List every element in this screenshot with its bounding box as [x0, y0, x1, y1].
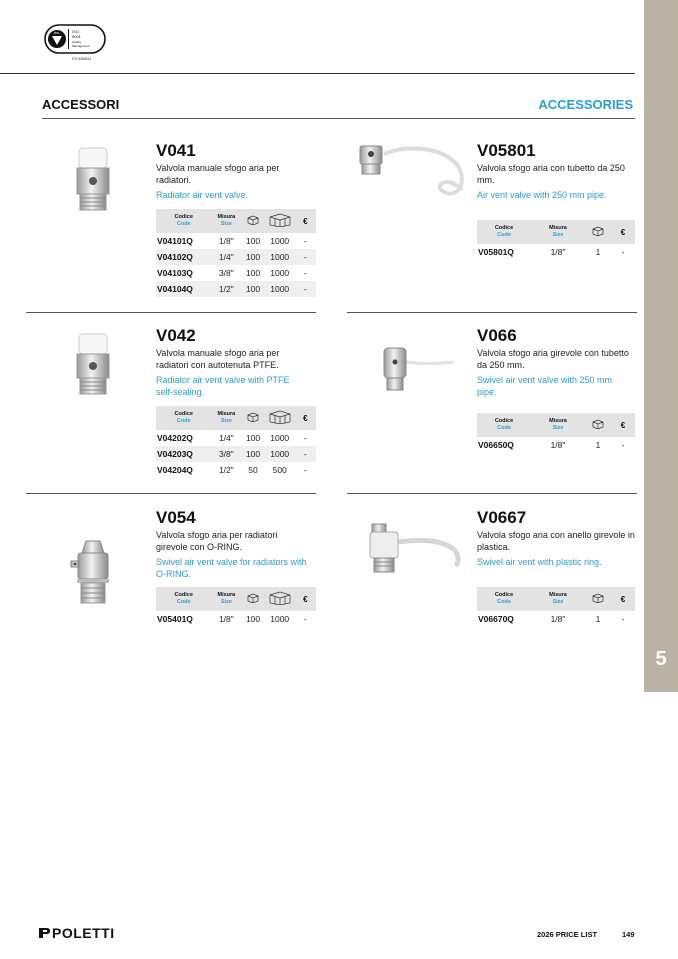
product-code: V041 [156, 141, 196, 160]
product-description-en: Air vent valve with 250 mm pipe. [477, 190, 607, 200]
product-code: V054 [156, 508, 196, 527]
table-row: V06650Q 1/8" 1 - [478, 440, 625, 450]
header-size: Misura Size [531, 220, 585, 244]
header-divider [0, 73, 635, 74]
table-row: V05801Q 1/8" 1 - [478, 247, 625, 257]
header-code: Codice Code [477, 413, 531, 437]
svg-text:Management: Management [72, 44, 90, 48]
svg-text:ISO: ISO [72, 29, 79, 34]
header-size: Misura Size [531, 587, 585, 611]
table-row: V05401Q 1/8" 100 1000 - [157, 614, 307, 624]
brand-logo: POLETTI [38, 925, 115, 941]
table-row: V04103Q 3/8" 100 1000 - [157, 268, 307, 278]
header-price: € [611, 220, 635, 244]
certificate-code: FS 559631 [72, 56, 92, 61]
product-table [477, 587, 635, 627]
iso-certification-logo [44, 24, 106, 56]
table-row: V04204Q 1/2" 50 500 - [157, 465, 307, 475]
product-table [156, 406, 316, 478]
product-description-en: Swivel air vent valve with 250 mm pipe. [477, 375, 613, 397]
v042-product-image [70, 332, 116, 398]
product-description-it: Valvola sfogo aria con anello girevole in plastica. [477, 530, 635, 552]
svg-text:Quality: Quality [72, 40, 82, 44]
svg-text:9001: 9001 [72, 34, 81, 39]
product-divider [26, 493, 316, 494]
carton-box-icon [265, 209, 295, 233]
single-box-icon [585, 220, 611, 244]
product-description-it: Valvola manuale sfogo aria per radiatori. [156, 163, 280, 185]
single-box-icon [241, 587, 264, 611]
price-list-label: 2026 PRICE LIST [537, 930, 598, 939]
product-table [156, 587, 316, 627]
title-divider [42, 118, 635, 119]
section-side-tab [644, 0, 678, 692]
product-description-en: Radiator air vent valve with PTFE self-sealing. [156, 375, 290, 397]
table-row: V04104Q 1/2" 100 1000 - [156, 281, 316, 297]
section-number: 5 [655, 648, 667, 670]
svg-text:bsi.: bsi. [54, 30, 61, 35]
product-code: V05801 [477, 141, 536, 160]
header-size: Misura Size [211, 587, 241, 611]
product-table [477, 220, 635, 260]
header-code: Codice Code [477, 587, 531, 611]
product-divider [347, 312, 637, 313]
v0667-product-image [366, 520, 462, 576]
v054-product-image [68, 537, 118, 607]
page-number: 149 [622, 930, 635, 939]
product-description-en: Radiator air vent valve. [156, 190, 249, 200]
product-code: V042 [156, 326, 196, 345]
carton-box-icon [265, 587, 295, 611]
table-row: V04101Q 1/8" 100 1000 - [157, 236, 307, 246]
single-box-icon [241, 209, 264, 233]
product-code: V0667 [477, 508, 527, 527]
v041-product-image [70, 146, 116, 214]
header-price: € [611, 413, 635, 437]
header-code: Codice Code [156, 587, 211, 611]
table-row: V04102Q 1/4" 100 1000 - [156, 249, 316, 265]
header-price: € [295, 406, 316, 430]
product-description-en: Swivel air vent with plastic ring. [477, 557, 602, 567]
v05801-product-image [352, 140, 470, 200]
table-row: V04203Q 3/8" 100 1000 - [156, 446, 316, 462]
single-box-icon [241, 406, 264, 430]
product-table [156, 209, 316, 297]
product-divider [347, 493, 637, 494]
header-code: Codice Code [156, 406, 211, 430]
header-code: Codice Code [477, 220, 531, 244]
header-price: € [295, 587, 316, 611]
table-row: V06670Q 1/8" 1 - [478, 614, 625, 624]
product-code: V066 [477, 326, 517, 345]
carton-box-icon [265, 406, 295, 430]
header-size: Misura Size [211, 406, 241, 430]
product-description-it: Valvola sfogo aria girevole con tubetto da 250 mm. [477, 348, 629, 370]
table-row: V04202Q 1/4" 100 1000 - [157, 433, 307, 443]
single-box-icon [585, 587, 611, 611]
product-description-it: Valvola sfogo aria per radiatori girevole con O-RING. [156, 530, 278, 552]
header-price: € [295, 209, 316, 233]
product-description-en: Swivel air vent valve for radiators with O-RING. [156, 557, 307, 579]
product-description-it: Valvola manuale sfogo aria per radiatori con autotenuta PTFE. [156, 348, 280, 370]
v066-product-image [376, 342, 456, 394]
product-description-it: Valvola sfogo aria con tubetto da 250 mm. [477, 163, 625, 185]
section-title-english: ACCESSORIES [538, 97, 633, 112]
header-price: € [611, 587, 635, 611]
single-box-icon [585, 413, 611, 437]
product-table [477, 413, 635, 453]
section-title-italian: ACCESSORI [42, 97, 120, 112]
poletti-logo-icon [38, 927, 52, 939]
product-divider [26, 312, 316, 313]
header-code: Codice Code [156, 209, 211, 233]
header-size: Misura Size [211, 209, 241, 233]
header-size: Misura Size [531, 413, 585, 437]
